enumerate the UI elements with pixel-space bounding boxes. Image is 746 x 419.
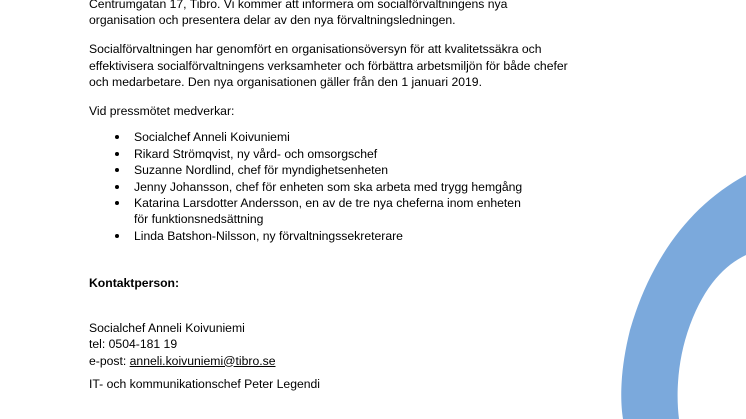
- contact-email-link[interactable]: anneli.koivuniemi@tibro.se: [129, 353, 276, 368]
- participant-line: Suzanne Nordlind, chef för myndighetsenheten: [134, 163, 389, 178]
- body-paragraph: [89, 41, 689, 90]
- participant-item: [89, 179, 689, 195]
- body-line: och medarbetare. Den nya organisationen gäller från den 1 januari 2019.: [89, 75, 482, 90]
- contact-name: IT- och kommunikationschef Peter Legendi: [89, 376, 321, 391]
- participants-list: [89, 129, 689, 244]
- contact-person-1: [89, 320, 689, 369]
- contact-person-2: [89, 376, 689, 392]
- participant-item: [89, 146, 689, 162]
- document-content: [89, 0, 689, 392]
- contact-heading: Kontaktperson:: [89, 276, 180, 291]
- participant-item: [89, 228, 689, 244]
- intro-paragraph: [89, 0, 689, 29]
- participant-line: Linda Batshon-Nilsson, ny förvaltningssekreterare: [134, 228, 403, 243]
- body-line: effektivisera socialförvaltningens verksamheter och förbättra arbetsmiljön för både chefer: [89, 58, 568, 73]
- intro-line: organisation och presentera delar av den nya förvaltningsledningen.: [89, 13, 456, 28]
- participant-line: Katarina Larsdotter Andersson, en av de tre nya cheferna inom enheten: [134, 196, 521, 211]
- participant-item: [89, 162, 689, 178]
- intro-line: Centrumgatan 17, Tibro. Vi kommer att informera om socialförvaltningens nya: [89, 0, 508, 11]
- participant-line: Rikard Strömqvist, ny vård- och omsorgschef: [134, 146, 378, 161]
- participants-intro: Vid pressmötet medverkar:: [89, 104, 235, 119]
- contact-email-label: e-post:: [89, 353, 130, 368]
- contact-name: Socialchef Anneli Koivuniemi: [89, 320, 245, 335]
- participant-line: Socialchef Anneli Koivuniemi: [134, 130, 290, 145]
- participant-item: [89, 129, 689, 145]
- participant-item: [89, 195, 689, 228]
- participant-line: för funktionsnedsättning: [134, 212, 264, 227]
- contact-phone: tel: 0504-181 19: [89, 337, 178, 352]
- body-line: Socialförvaltningen har genomfört en organisationsöversyn för att kvalitetssäkra och: [89, 42, 542, 57]
- contact-email-row: [89, 353, 689, 369]
- participant-line: Jenny Johansson, chef för enheten som ska arbeta med trygg hemgång: [134, 179, 523, 194]
